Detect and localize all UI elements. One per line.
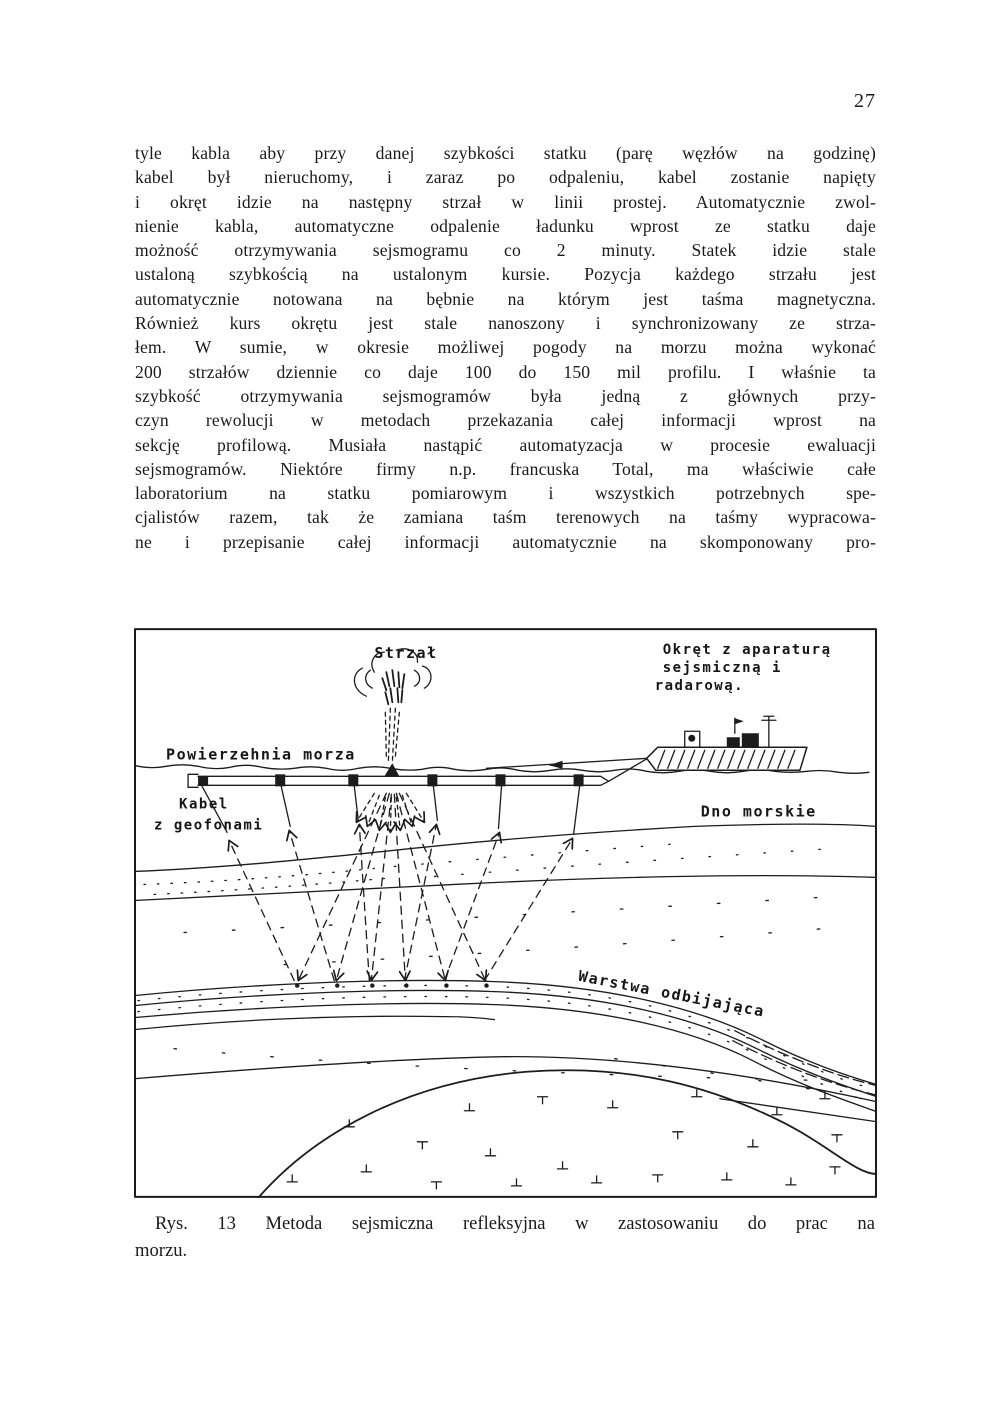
body-line: kabel był nieruchomy, i zaraz po odpaleniu, kabel zostanie napięty: [135, 167, 876, 188]
body-line: czyn rewolucji w metodach przekazania całej informacji wprost na: [135, 410, 876, 431]
body-line: tyle kabla aby przy danej szybkości statku (parę węzłów na godzinę): [135, 143, 876, 163]
body-line: nienie kabla, automatyczne odpalenie ładunku wprost ze statku daje: [135, 215, 876, 236]
label-sea-surface: Powierzehnia morza: [166, 745, 356, 764]
caption-line: Rys. 13 Metoda sejsmiczna refleksyjna w zastosowaniu do prac na: [155, 1213, 875, 1234]
ship-icon: [647, 716, 807, 770]
sea-bottom-layer: [134, 824, 877, 964]
body-line: 200 strzałów dziennie co daje 100 do 150 mil profilu. I właśnie ta: [135, 361, 876, 382]
label-ship-line2: sejsmiczną i: [662, 660, 782, 677]
body-line: możność otrzymywania sejsmogramu co 2 minuty. Statek idzie stale: [135, 240, 876, 261]
body-line: laboratorium na statku pomiarowym i wszystkich potrzebnych spe-: [135, 483, 876, 504]
label-sea-bottom: Dno morskie: [700, 802, 817, 821]
label-cable-line2: z geofonami: [154, 817, 264, 834]
label-shot: Strzał: [374, 644, 438, 663]
body-line: cjalistów razem, tak że zamiana taśm terenowych na taśmy wypracowa-: [135, 507, 876, 528]
caption-line: morzu.: [135, 1240, 188, 1261]
body-paragraph: [135, 141, 876, 554]
figure-seismic-diagram: [134, 628, 877, 1198]
body-line: sekcję profilową. Musiała nastąpić automatyzacja w procesie ewaluacji: [135, 434, 876, 455]
body-line: szybkość otrzymywania sejsmogramów była jedną z głównych przy-: [135, 385, 876, 406]
deep-dome-structure: [134, 1057, 877, 1198]
reflecting-layer: [134, 980, 877, 1111]
body-line: Również kurs okrętu jest stale nanoszony i synchronizowany ze strza-: [135, 313, 876, 334]
towline-arrowhead: [549, 761, 563, 769]
body-line: łem. W sumie, w okresie możliwej pogody na morzu można wykonać: [135, 337, 876, 358]
body-line: ne i przepisanie całej informacji automatycznie na skomponowany pro-: [135, 531, 876, 552]
figure-frame: [135, 629, 876, 1197]
figure-caption: [135, 1210, 875, 1264]
explosion-icon: [354, 649, 431, 762]
seismic-rays: [229, 793, 572, 987]
body-line: i okręt idzie na następny strzał w linii prostej. Automatycznie zwol-: [135, 191, 876, 212]
label-ship-line1: Okręt z aparaturą: [662, 642, 832, 659]
label-cable-line1: Kabel: [179, 796, 229, 813]
body-line: automatycznie notowana na bębnie na którym jest taśma magnetyczna.: [135, 288, 876, 309]
body-line: sejsmogramów. Niektóre firmy n.p. francuska Total, ma właściwie całe: [135, 458, 876, 479]
body-line: ustaloną szybkością na ustalonym kursie. Pozycja każdego strzału jest: [135, 264, 876, 285]
page-number: 27: [854, 90, 876, 112]
label-ship-line3: radarową.: [654, 678, 745, 695]
label-reflecting-layer: Warstwa odbijająca: [576, 966, 767, 1021]
